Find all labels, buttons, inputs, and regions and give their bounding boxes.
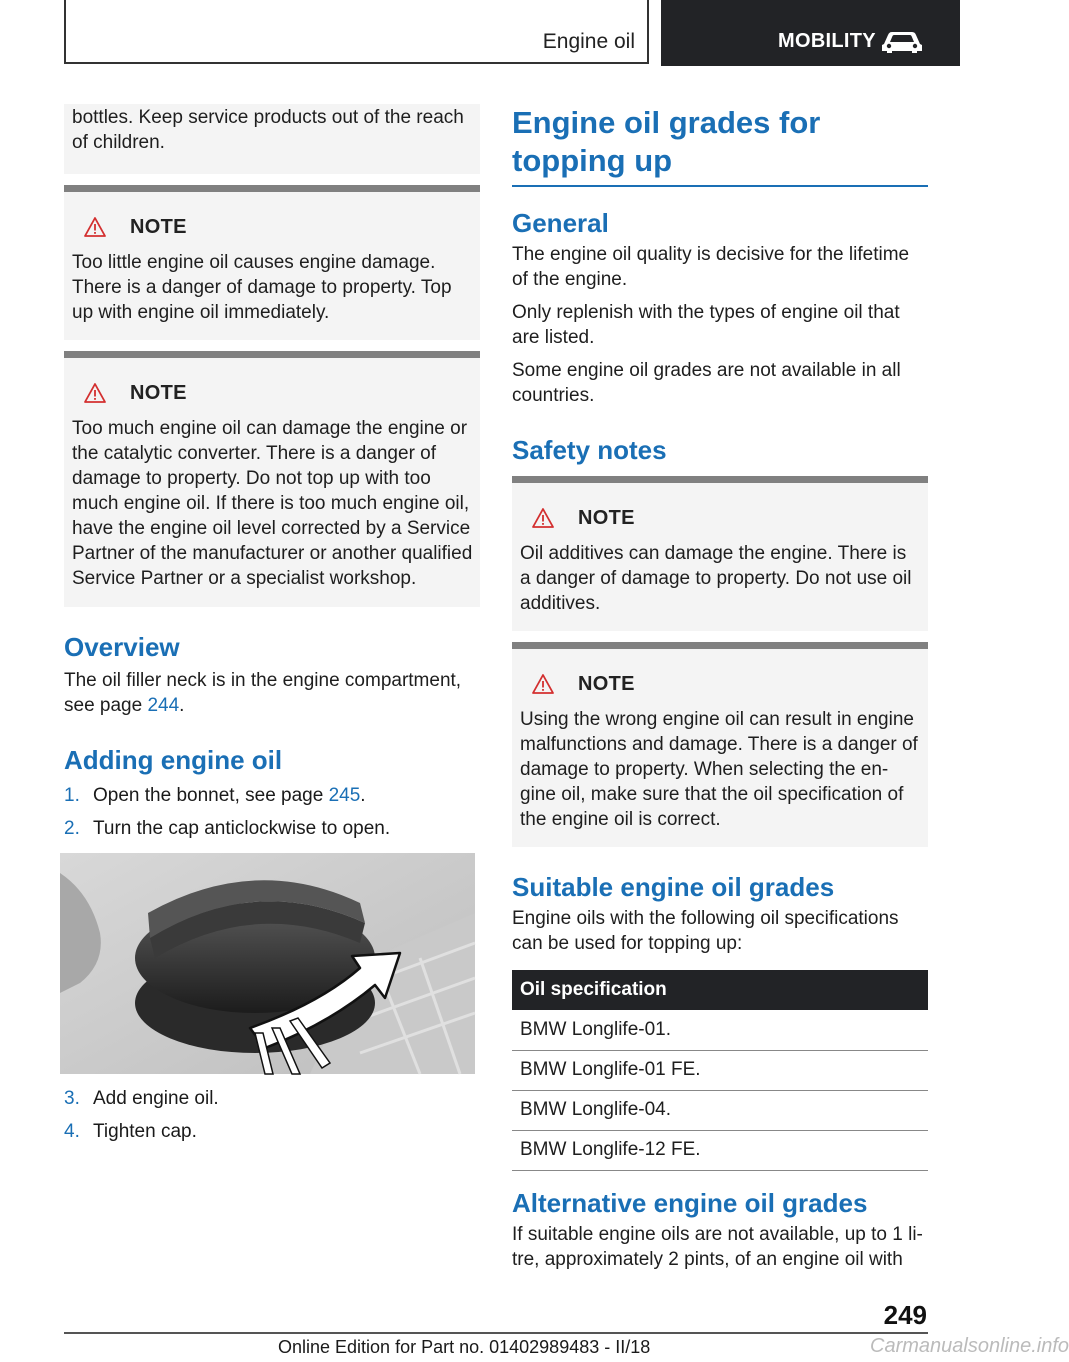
- adding-heading: Adding engine oil: [64, 745, 283, 775]
- alternative-heading: Alternative engine oil grades: [512, 1188, 868, 1218]
- table-row: BMW Longlife-01.: [512, 1010, 928, 1050]
- warning-icon: [532, 508, 554, 528]
- note-divider: [512, 476, 928, 483]
- note-text: Too little engine oil causes engine damage. There is a danger of damage to property. Top up with engine oil immediately.: [72, 252, 452, 323]
- overview-heading: Overview: [64, 632, 180, 662]
- warning-icon: [532, 674, 554, 694]
- note-engine-oil-low: [64, 185, 480, 340]
- adding-section: [64, 745, 480, 849]
- overview-text: The oil filler neck is in the engine compartment, see page 244.: [64, 670, 462, 716]
- table-row: BMW Longlife-01 FE.: [512, 1050, 928, 1090]
- general-section: [512, 208, 928, 408]
- oil-spec-table: [512, 970, 928, 1171]
- general-p1: The engine oil quality is decisive for the lifetime of the engine.: [512, 244, 910, 290]
- note-divider: [64, 351, 480, 358]
- note-label: NOTE: [130, 381, 187, 404]
- header-chapter-title: MOBILITY: [778, 30, 876, 52]
- page-ref-link[interactable]: 245: [328, 785, 361, 806]
- page-title: Engine oil grades for topping up: [512, 105, 821, 178]
- note-label: NOTE: [130, 215, 187, 238]
- table-row: BMW Longlife-12 FE.: [512, 1130, 928, 1170]
- alternative-text: If suitable engine oils are not available, up to 1 li‐ tre, approximately 2 pints, of an engine oil with: [512, 1224, 923, 1270]
- note-wrong-oil: [512, 642, 928, 847]
- warning-icon: [84, 383, 106, 403]
- steps-list: [64, 1086, 480, 1144]
- footer-edition: Online Edition for Part no. 01402989483 - II/18: [278, 1337, 651, 1357]
- note-divider: [512, 642, 928, 649]
- note-engine-oil-excess: [64, 351, 480, 607]
- continued-text-box: [64, 104, 480, 174]
- safety-section: [512, 435, 928, 465]
- general-p3: Some engine oil grades are not available in all countries.: [512, 360, 901, 406]
- note-oil-additives: [512, 476, 928, 631]
- note-label: NOTE: [578, 672, 635, 695]
- header-section-box: [64, 0, 649, 64]
- header-section-title: Engine oil: [542, 30, 635, 53]
- adding-steps-cont: [64, 1086, 480, 1152]
- note-text: Oil additives can damage the engine. There is a danger of damage to property. Do not use oil additives.: [520, 543, 912, 614]
- oil-cap-drawing: [60, 853, 475, 1074]
- table-header: Oil specification: [512, 970, 928, 1010]
- continued-text: bottles. Keep service products out of the reach of children.: [72, 107, 464, 153]
- suitable-text: Engine oils with the following oil specifications can be used for topping up:: [512, 908, 899, 954]
- title-section: [512, 104, 928, 187]
- warning-icon: [84, 217, 106, 237]
- list-item: 3. Add engine oil.: [64, 1088, 219, 1109]
- suitable-section: [512, 872, 928, 1171]
- suitable-heading: Suitable engine oil grades: [512, 872, 835, 902]
- note-text: Using the wrong engine oil can result in engine malfunctions and damage. There is a danger of damage to property. When selecting the en‐ gine oil, make sure that the oil specification of the engine oil is correct.: [520, 709, 918, 830]
- overview-section: [64, 632, 480, 718]
- page-ref-link[interactable]: 244: [147, 695, 180, 716]
- table-row: BMW Longlife-04.: [512, 1090, 928, 1130]
- footer-divider: [64, 1332, 928, 1334]
- note-label: NOTE: [578, 506, 635, 529]
- alternative-section: [512, 1188, 928, 1272]
- header-chapter-box: [661, 0, 960, 66]
- watermark: Carmanualsonline.info: [870, 1335, 1069, 1357]
- list-item: 2. Turn the cap anticlockwise to open.: [64, 818, 391, 839]
- steps-list: [64, 783, 480, 841]
- car-icon: [880, 30, 924, 54]
- list-item: 1. Open the bonnet, see page 245.: [64, 785, 366, 806]
- general-heading: General: [512, 208, 609, 238]
- note-divider: [64, 185, 480, 192]
- general-p2: Only replenish with the types of engine oil that are listed.: [512, 302, 900, 348]
- title-underline: [512, 185, 928, 187]
- safety-heading: Safety notes: [512, 435, 667, 465]
- oil-cap-illustration: [60, 853, 475, 1074]
- list-item: 4. Tighten cap.: [64, 1121, 197, 1142]
- page-number: 249: [883, 1300, 927, 1330]
- note-text: Too much engine oil can damage the engine or the catalytic converter. There is a danger of damage to property. Do not top up with too much engine oil. If there is too much engine oil, have the engine oil level corrected by a Service Partner of the manufacturer or another qualified Service Partner or a specialist workshop.: [72, 418, 473, 589]
